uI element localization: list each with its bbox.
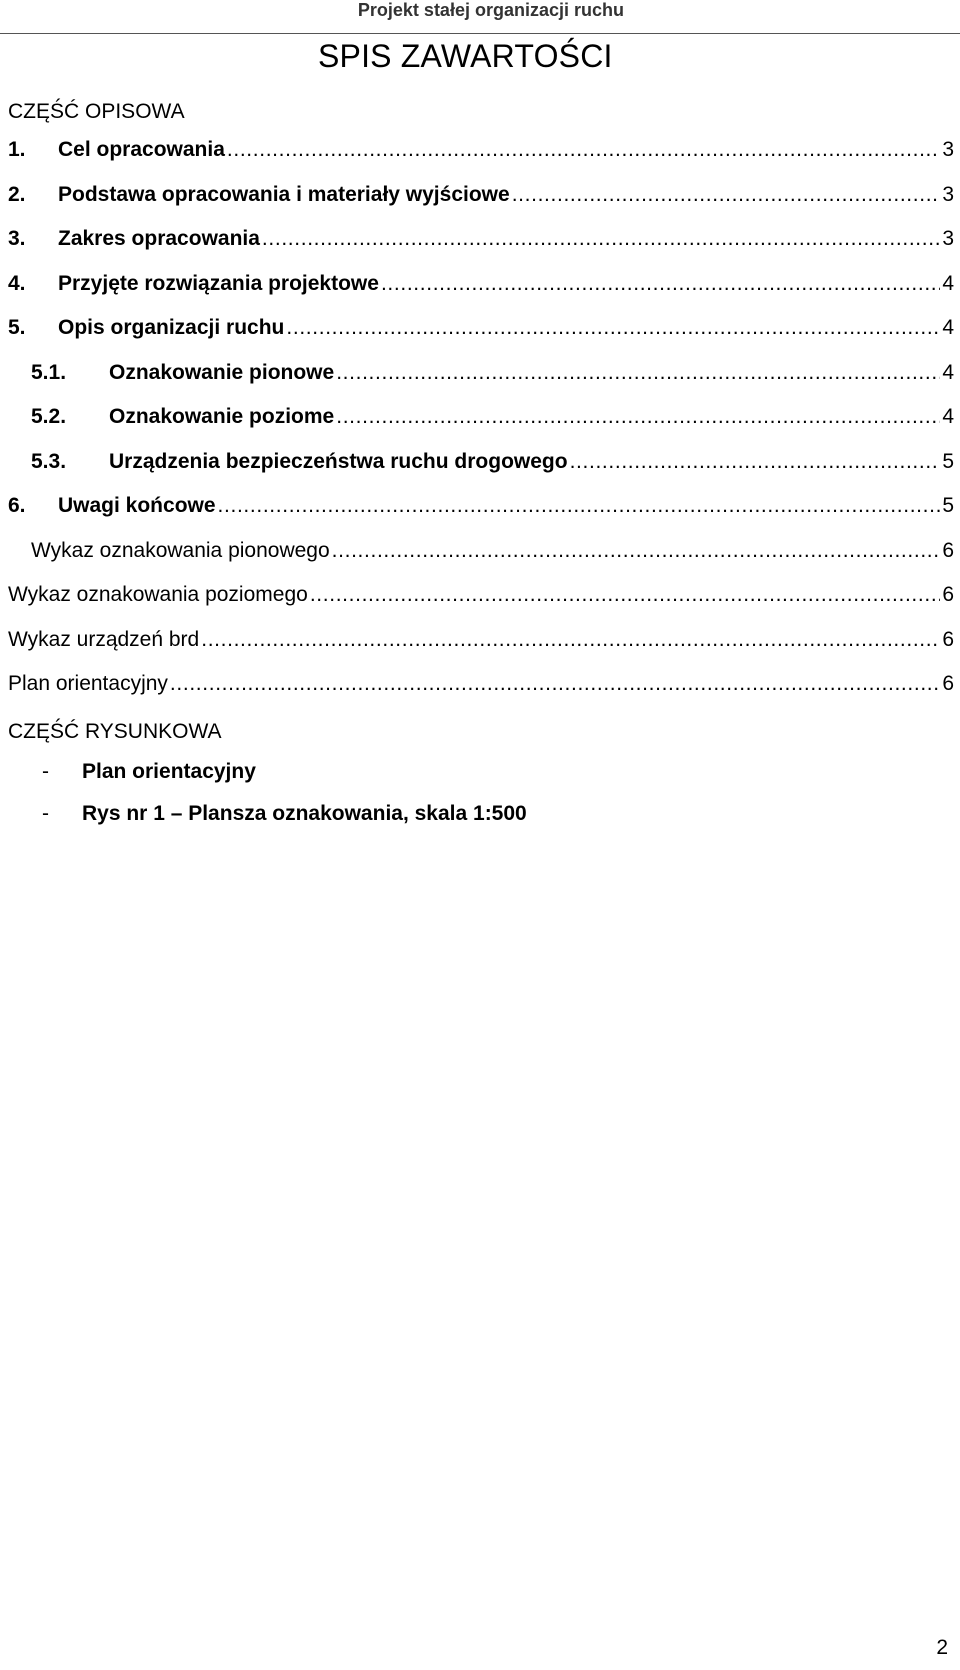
toc-entry-safety-devices-list[interactable]: [8, 628, 954, 673]
toc-entry-5-3[interactable]: [8, 450, 954, 495]
toc-entry-5[interactable]: [8, 316, 954, 361]
header-rule: [0, 33, 960, 34]
drawing-label: Rys nr 1 – Plansza oznakowania, skala 1:500: [82, 802, 527, 825]
document-title: SPIS ZAWARTOŚCI: [318, 38, 613, 74]
toc-entry-title: Urządzenia bezpieczeństwa ruchu drogowego: [109, 449, 568, 473]
list-bullet: -: [42, 760, 49, 783]
page-number: 2: [936, 1636, 948, 1659]
toc-entry-4[interactable]: [8, 272, 954, 317]
toc-entry-title: Plan orientacyjny: [8, 672, 168, 695]
toc-leader-dots: [227, 138, 940, 162]
toc-entry-location-plan[interactable]: [8, 672, 954, 717]
toc-entry-number: 3.: [8, 227, 26, 250]
toc-entry-page: 4: [942, 405, 954, 428]
page-header: [0, 0, 960, 33]
toc-entry-vertical-signs-list[interactable]: [8, 539, 954, 584]
toc-entry-page: 4: [942, 316, 954, 339]
toc-entry-number: 5.: [8, 316, 26, 339]
toc-leader-dots: [336, 405, 940, 429]
toc-entry-title: Uwagi końcowe: [58, 494, 216, 517]
toc-entry-page: 6: [942, 583, 954, 606]
toc-entry-1[interactable]: [8, 138, 954, 183]
toc-entry-number: 1.: [8, 138, 26, 161]
toc-leader-dots: [286, 316, 940, 340]
toc-entry-title: Opis organizacji ruchu: [58, 316, 285, 339]
toc-leader-dots: [218, 494, 941, 518]
drawing-list: [42, 760, 527, 844]
table-of-contents: [8, 138, 954, 717]
list-bullet: -: [42, 802, 49, 825]
toc-entry-3[interactable]: [8, 227, 954, 272]
toc-entry-page: 6: [942, 538, 954, 562]
toc-entry-title: Przyjęte rozwiązania projektowe: [58, 271, 379, 295]
toc-entry-title: Wykaz urządzeń brd: [8, 627, 200, 651]
toc-leader-dots: [170, 672, 940, 696]
toc-entry-5-1[interactable]: [8, 361, 954, 406]
descriptive-section-heading: CZĘŚĆ OPISOWA: [8, 100, 185, 123]
toc-leader-dots: [332, 539, 941, 563]
toc-entry-number: 5.2.: [31, 405, 67, 428]
toc-leader-dots: [310, 583, 941, 607]
toc-entry-page: 5: [942, 449, 954, 473]
list-item: [42, 802, 527, 844]
header-title: Projekt stałej organizacji ruchu: [357, 0, 624, 20]
toc-leader-dots: [570, 450, 941, 474]
toc-entry-page: 6: [942, 627, 954, 651]
toc-entry-page: 4: [942, 271, 954, 295]
toc-entry-page: 3: [942, 138, 954, 161]
toc-entry-title: Oznakowanie poziome: [109, 405, 335, 428]
toc-entry-number: 2.: [8, 182, 26, 206]
toc-entry-title: Podstawa opracowania i materiały wyjściowe: [58, 182, 510, 206]
toc-entry-title: Oznakowanie pionowe: [109, 360, 335, 384]
toc-entry-page: 3: [942, 227, 954, 250]
toc-entry-horizontal-signs-list[interactable]: [8, 583, 954, 628]
toc-leader-dots: [336, 361, 940, 385]
toc-entry-number: 6.: [8, 494, 26, 517]
drawing-section-heading: CZĘŚĆ RYSUNKOWA: [8, 720, 222, 743]
toc-entry-page: 6: [942, 672, 954, 695]
toc-leader-dots: [262, 227, 940, 251]
toc-entry-title: Cel opracowania: [58, 138, 225, 161]
toc-entry-5-2[interactable]: [8, 405, 954, 450]
toc-entry-title: Zakres opracowania: [58, 227, 260, 250]
toc-entry-page: 4: [942, 360, 954, 384]
drawing-label: Plan orientacyjny: [82, 760, 256, 783]
toc-entry-title: Wykaz oznakowania poziomego: [8, 583, 308, 606]
toc-entry-page: 5: [942, 494, 954, 517]
toc-entry-number: 4.: [8, 271, 26, 295]
toc-leader-dots: [381, 272, 940, 296]
toc-entry-title: Wykaz oznakowania pionowego: [31, 538, 330, 562]
toc-leader-dots: [201, 628, 940, 652]
toc-leader-dots: [512, 183, 941, 207]
list-item: [42, 760, 527, 802]
toc-entry-2[interactable]: [8, 183, 954, 228]
toc-entry-6[interactable]: [8, 494, 954, 539]
toc-entry-page: 3: [942, 182, 954, 206]
toc-entry-number: 5.1.: [31, 360, 67, 384]
toc-entry-number: 5.3.: [31, 449, 67, 473]
